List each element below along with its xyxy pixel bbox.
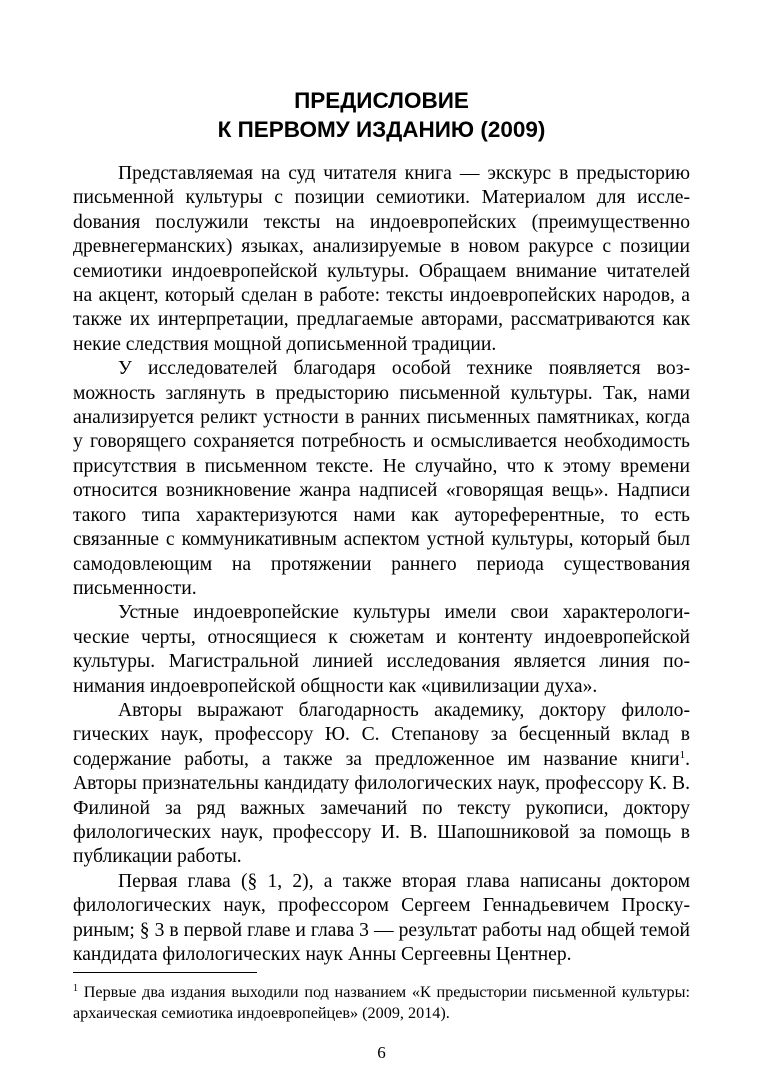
footnote-reference[interactable]: 1 (679, 748, 686, 761)
footnote-mark: 1 (73, 983, 78, 994)
paragraph-2: У исследователей благодаря особой технике появляется возможность заглянуть в предысторию письменной культуры. Так, нами анализируется реликт устности в ранних письменных памятниках, когда у говорящего сохраняется потребность и осмысливается необходимость присутствия в письменном тексте. Не случайно, что к этому времени относится возникновение жанра надписей «говорящая вещь». Надписи такого типа характеризуются нами как аутореферентные, то есть связанные с коммуникативным аспектом устной культуры, который был самодовлеющим на протяжении раннего периода существования письменности. (73, 358, 690, 599)
paragraph-authorship: Первая глава (§ 1, 2), а также вторая глава написаны доктором филологических наук, профессором Сергеем Геннадьевичем Проскуриным; § 3 в первой главе и глава 3 — результат работы над общей темой кандидата филологических наук Анны Сергеевны Центнер. (73, 870, 690, 965)
paragraph-3: Устные индоевропейские культуры имели свои характерологические черты, относящиеся к сюжетам и контенту индоевропейской культуры. Магистральной линией исследования является линия понимания индоевропейской общности как «цивилизации духа». (73, 602, 690, 697)
footnote-text: Первые два издания выходили под названием «К предыстории письменной культуры: архаическая семиотика индоевропейцев» (2009, 2014). (73, 983, 690, 1022)
paragraph-1: Представляемая на суд читателя книга — экскурс в предысторию письменной культуры с позиции семиотики. Материалом для исслеdования послужили тексты на индоевропейских (преимущественно древнегерманских) языках, анализируемые в новом ракурсе с позиции семиотики индоевропейской культуры. Обращаем внимание читателей на акцент, который сделан в работе: тексты индоевропейских народов, а также их интерпретации, предлагаемые авторами, рассматриваются как некие следствия мощной дописьменной традиции. (73, 163, 690, 355)
acknowledgement-text-end: . Авторы признательны кандидату филологических наук, профессору К. В. Филиной за ряд важных замечаний по тексту рукописи, доктору филологических наук, профессору И. В. Шапошниковой за помощь в публикации работы. (73, 748, 690, 868)
footnote (73, 982, 690, 1024)
footnote-divider (73, 972, 257, 973)
page-number: 6 (377, 1043, 386, 1062)
acknowledgement-text-start: Авторы выражают благодарность академику, доктору филологических наук, профессору Ю. С. Степанову за бесценный вклад в содержание работы, а также за предложенное им название книги (73, 699, 690, 770)
paragraph-acknowledgements (73, 699, 690, 870)
page-title (73, 86, 690, 144)
title-line-2: К ПЕРВОМУ ИЗДАНИЮ (2009) (217, 117, 546, 142)
body-text (73, 162, 690, 967)
title-line-1: ПРЕДИСЛОВИЕ (294, 88, 469, 113)
